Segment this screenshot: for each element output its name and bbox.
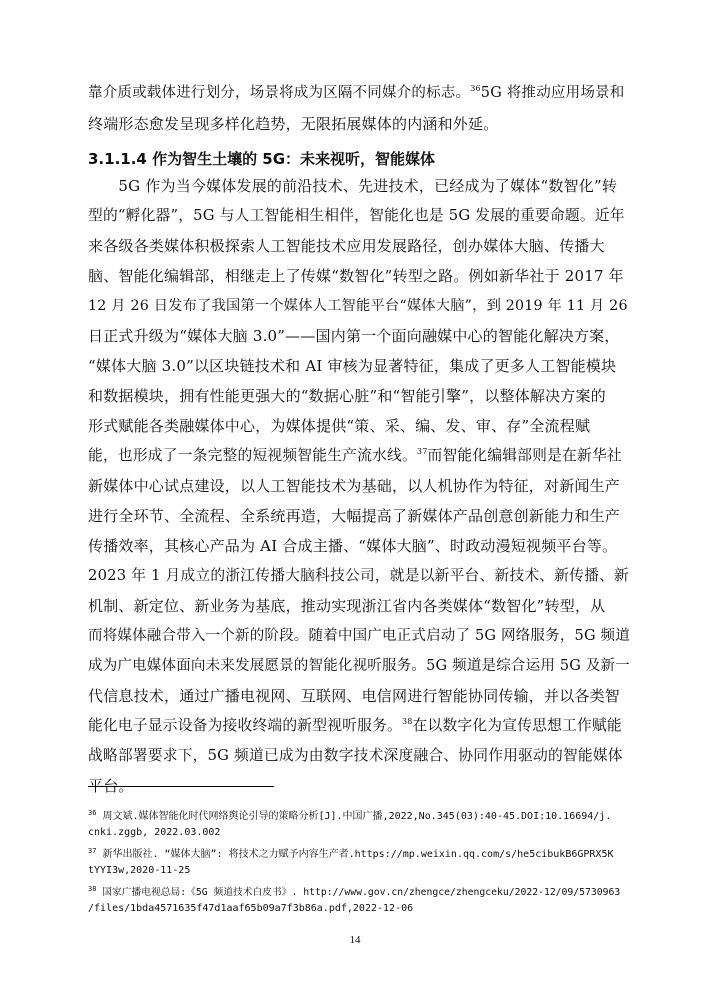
paragraph-line: 5G 作为当今媒体发展的前沿技术、先进技术，已经成为了媒体“数智化”转 (88, 177, 618, 195)
paragraph-line: 传播效率，其核心产品为 AI 合成主播、“媒体大脑”、时政动漫短视频平台等。 (88, 537, 618, 555)
footnote-36: $^{36}$ 周文斌.媒体智能化时代网络舆论引导的策略分析[J].中国广播,2022,No.345(03):40-45.DOI:10.16694/j. (88, 809, 612, 822)
paragraph-line: “媒体大脑 3.0”以区块链技术和 AI 审核为显著特征，集成了更多人工智能模块 (88, 357, 617, 375)
footnote-36-cont: cnki.zggb, 2022.03.002 (88, 827, 221, 838)
footnote-37-cont: tYYI3w,2020-11-25 (88, 865, 191, 876)
section-heading: 3.1.1.4 作为智生土壤的 5G：未来视听，智能媒体 (88, 150, 436, 168)
paragraph-line: 日正式升级为“媒体大脑 3.0”——国内第一个面向融媒中心的智能化解决方案， (88, 327, 620, 345)
paragraph-line: 成为广电媒体面向未来发展愿景的智能化视听服务。5G 频道是综合运用 5G 及新一 (88, 658, 630, 674)
paragraph-line: 平台。 (88, 777, 134, 795)
footnote-ref-37[interactable]: 37 (416, 447, 428, 456)
paragraph-line: 形式赋能各类融媒体中心，为媒体提供“策、采、编、发、审、存”全流程赋 (88, 417, 591, 435)
paragraph-line: 终端形态愈发呈现多样化趋势，无限拓展媒体的内涵和外延。 (88, 115, 499, 133)
paragraph-line: 新媒体中心试点建设，以人工智能技术为基础，以人机协作为特征，对新闻生产 (88, 477, 621, 495)
page-number: 14 (349, 934, 361, 946)
paragraph-line: 进行全环节、全流程、全系统再造，大幅提高了新媒体产品创意创新能力和生产 (88, 507, 621, 525)
paragraph-line: 战略部署要求下，5G 频道已成为由数字技术深度融合、协同作用驱动的智能媒体 (88, 747, 623, 764)
footnote-ref-38[interactable]: 38 (401, 717, 413, 726)
footnote-divider (88, 786, 274, 787)
paragraph-line: 而将媒体融合带入一个新的阶段。随着中国广电正式启动了 5G 网络服务，5G 频道 (88, 628, 630, 644)
paragraph-line: 机制、新定位、新业务为基底，推动实现浙江省内各类媒体“数智化”转型，从 (88, 597, 606, 615)
paragraph-line: 脑、智能化编辑部，相继走上了传媒“数智化”转型之路。例如新华社于 2017 年 (88, 267, 624, 285)
footnote-ref-36[interactable]: 36 (470, 84, 481, 93)
paragraph-line: 来各级各类媒体积极探索人工智能技术应用发展路径，创办媒体大脑、传播大 (88, 237, 605, 255)
footnote-38: $^{38}$ 国家广播电视总局:《5G 频道技术白皮书》. http://www.gov.cn/zhengce/zhengceku/2022-12/09/5730963 (88, 885, 621, 898)
paragraph-line: 代信息技术，通过广播电视网、互联网、电信网进行智能协同传输，并以各类智 (88, 687, 621, 705)
paragraph-line: 能，也形成了一条完整的短视频智能生产流水线。$^{37}$而智能化编辑部则是在新华社 (88, 447, 622, 464)
footnote-37: $^{37}$ 新华出版社. “媒体大脑”: 将技术之力赋予内容生产者.https://mp.weixin.qq.com/s/he5cibukB6GPRX5K (88, 847, 614, 860)
paragraph-line: 2023 年 1 月成立的浙江传播大脑科技公司，就是以新平台、新技术、新传播、新 (88, 567, 629, 584)
footnote-38-cont: /files/1bda4571635f47d1aaf65b09a7f3b86a.pdf,2022-12-06 (88, 903, 414, 914)
paragraph-line: 和数据模块，拥有性能更强大的“数据心脏”和“智能引擎”，以整体解决方案的 (88, 387, 606, 405)
paragraph-line: 型的“孵化器”，5G 与人工智能相生相伴，智能化也是 5G 发展的重要命题。近年 (88, 207, 625, 224)
paragraph-line: 靠介质或载体进行划分，场景将成为区隔不同媒介的标志。$^{36}$5G 将推动应用场景和 (88, 84, 625, 101)
paragraph-line: 能化电子显示设备为接收终端的新型视听服务。$^{38}$在以数字化为宣传思想工作赋能 (88, 717, 622, 734)
paragraph-line: 12 月 26 日发布了我国第一个媒体人工智能平台“媒体大脑”，到 2019 年 11 月 26 (88, 298, 628, 314)
